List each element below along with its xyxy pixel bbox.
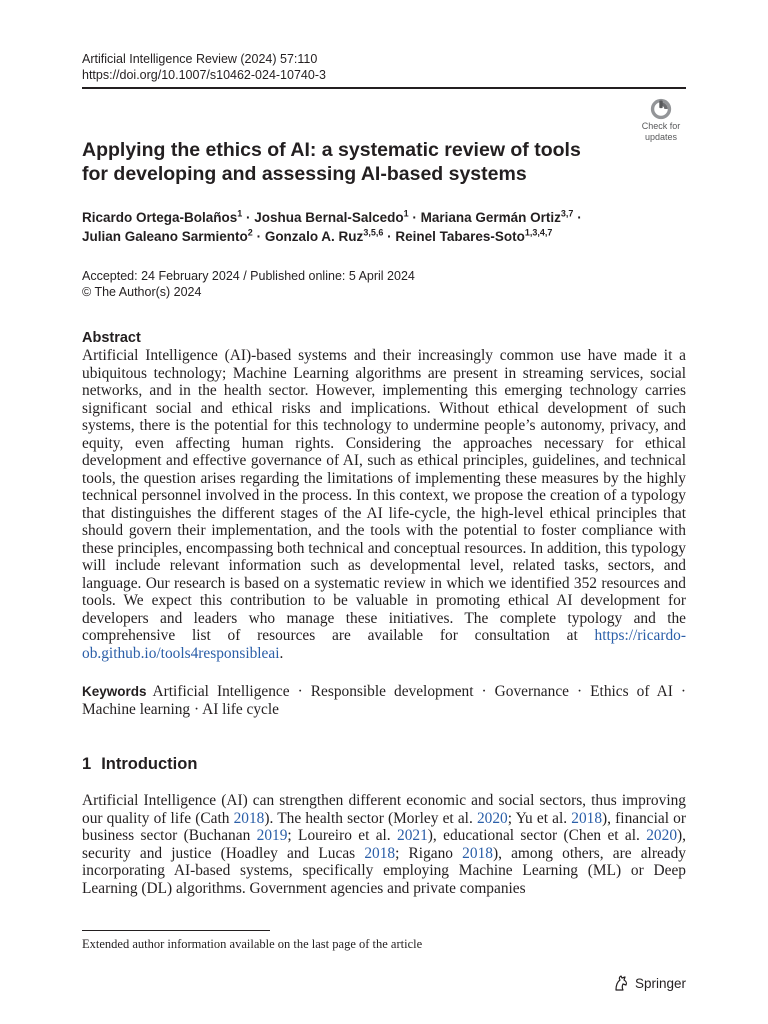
intro-text: ). The health sector (Morley et al. <box>264 809 477 827</box>
badge-label-line2: updates <box>644 132 678 142</box>
author-separator: · <box>252 229 265 244</box>
introduction-body <box>82 792 686 897</box>
section-number: 1 <box>82 755 92 773</box>
intro-text: ), security and justice (Hoadley and Lucas <box>82 827 686 862</box>
keywords-label: Keywords <box>82 684 147 699</box>
intro-text: Artificial Intelligence (AI) can strengthen different economic and social sectors, thus improving our quality of life (Cath <box>82 792 686 827</box>
author-name[interactable]: Ricardo Ortega-Bolaños <box>82 210 238 225</box>
publication-dates <box>82 268 415 300</box>
author-separator: · <box>573 210 582 225</box>
check-for-updates-icon <box>648 98 674 120</box>
doi-link[interactable]: https://doi.org/10.1007/s10462-024-10740-3 <box>82 68 326 82</box>
journal-header <box>82 51 326 83</box>
keywords-section <box>82 683 686 718</box>
footnote-rule <box>82 930 270 931</box>
citation-year-link[interactable]: 2020 <box>476 809 508 827</box>
author-affiliation: 1 <box>403 208 409 219</box>
springer-horse-icon <box>612 974 630 992</box>
paper-title <box>82 138 622 186</box>
author-separator: · <box>383 229 396 244</box>
author-name[interactable]: Reinel Tabares-Soto <box>395 229 525 244</box>
citation-year-link[interactable]: 2019 <box>256 827 288 844</box>
introduction-heading <box>82 754 197 774</box>
intro-text: ), financial or business sector (Buchanan <box>82 809 686 844</box>
header-rule <box>82 87 686 89</box>
abstract-text: Artificial Intelligence (AI)-based systems and their increasingly common use have made it a ubiquitous technology; Machine Learning algorithms are present in streaming services, social networks, and in the health sector. However, implementing this emerging technology carries significant social and ethical risks and implications. Without ethical development of such systems, there is the potential for this technology to undermine people’s autonomy, privacy, and equity, even affecting human rights. Considering the approaches necessary for ethical development and effective governance of AI, such as ethical principles, guidelines, and technical tools, the question arises regarding the limitations of implementing these measures by the highly technical personnel involved in the process. In this context, we propose the creation of a typology that distinguishes the different stages of the AI life-cycle, the high-level ethical principles that should govern their implementation, and the tools with the potential to foster compliance with these principles, encompassing both technical and conceptual resources. In addition, this typology will include relevant information such as developmental level, related tasks, sectors, and language. Our research is based on a systematic review in which we identified 352 resources and tools. We expect this contribution to be valuable in promoting ethical AI development for developers and leaders who manage these initiatives. The complete typology and the comprehensive list of resources are available for consultation at <box>82 347 686 644</box>
accepted-published-dates: Accepted: 24 February 2024 / Published online: 5 April 2024 <box>82 269 415 283</box>
intro-text: ; Yu et al. <box>507 809 572 827</box>
author-affiliation: 1 <box>237 208 243 219</box>
author-name[interactable]: Gonzalo A. Ruz <box>264 229 364 244</box>
author-name[interactable]: Mariana Germán Ortiz <box>420 210 561 225</box>
section-title: Introduction <box>101 755 198 773</box>
citation-year-link[interactable]: 2018 <box>364 844 396 862</box>
check-for-updates-badge[interactable] <box>636 98 686 142</box>
resources-link[interactable]: https://ricardo-ob.github.io/tools4responsibleai <box>82 627 686 662</box>
author-affiliation: 1,3,4,7 <box>524 227 553 238</box>
author-affiliation: 3,5,6 <box>363 227 384 238</box>
title-line-1: Applying the ethics of AI: a systematic review of tools <box>82 139 581 161</box>
title-line-2: for developing and assessing AI-based systems <box>82 163 527 185</box>
author-separator: · <box>242 210 255 225</box>
author-affiliation: 2 <box>247 227 253 238</box>
abstract-heading: Abstract <box>82 330 141 346</box>
author-separator: · <box>408 210 421 225</box>
citation-year-link[interactable]: 2020 <box>646 827 678 844</box>
author-affiliation: 3,7 <box>560 208 574 219</box>
intro-text: ), among others, are already incorporating AI-based systems, specifically employing Machine Learning (ML) or Deep Learning (DL) algorithms. Government agencies and private companies <box>82 844 686 897</box>
author-name[interactable]: Julian Galeano Sarmiento <box>82 229 248 244</box>
citation-year-link[interactable]: 2018 <box>462 844 493 862</box>
intro-text: ), educational sector (Chen et al. <box>427 827 647 844</box>
publisher-logo <box>612 974 686 992</box>
citation-year-link[interactable]: 2018 <box>571 809 603 827</box>
journal-citation: Artificial Intelligence Review (2024) 57:110 <box>82 52 318 66</box>
footnote: Extended author information available on the last page of the article <box>82 937 423 951</box>
author-list <box>82 208 692 246</box>
citation-year-link[interactable]: 2018 <box>233 809 265 827</box>
abstract-body <box>82 347 686 662</box>
intro-text: ; Loureiro et al. <box>287 827 398 844</box>
publisher-name: Springer <box>635 975 687 991</box>
keywords-text: Artificial Intelligence · Responsible development · Governance · Ethics of AI · Machine learning · AI life cycle <box>82 683 686 718</box>
copyright-notice: © The Author(s) 2024 <box>82 285 202 299</box>
intro-text: ; Rigano <box>395 844 463 862</box>
abstract-end: . <box>279 644 284 662</box>
citation-year-link[interactable]: 2021 <box>397 827 428 844</box>
badge-label-line1: Check for <box>641 121 681 131</box>
author-name[interactable]: Joshua Bernal-Salcedo <box>254 210 404 225</box>
